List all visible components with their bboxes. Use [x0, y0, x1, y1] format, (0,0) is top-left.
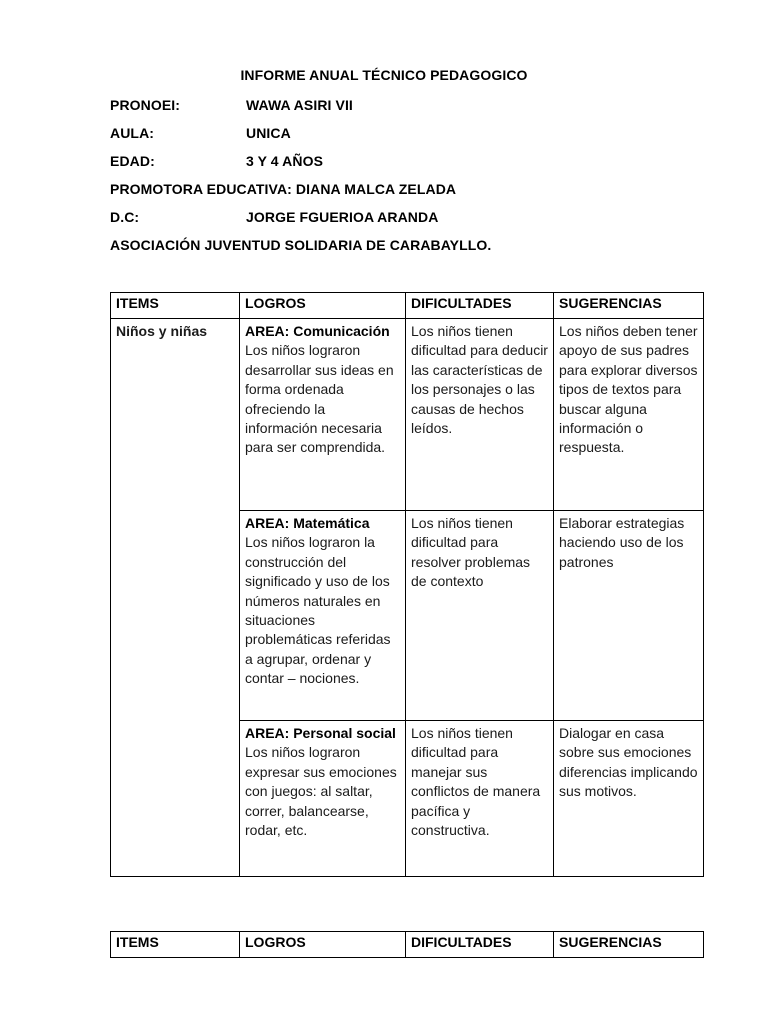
info-value: ASOCIACIÓN JUVENTUD SOLIDARIA DE CARABAYLLO. [110, 237, 492, 253]
logro-cell [240, 721, 406, 877]
info-label: EDAD: [110, 153, 155, 169]
header-logros: LOGROS [240, 932, 406, 958]
info-row-edad [110, 153, 323, 169]
table-header-row [111, 293, 704, 319]
sugerencia-cell: Elaborar estrategias haciendo uso de los patrones [554, 511, 704, 721]
area-label: AREA: Personal social [245, 725, 396, 741]
dificultad-cell: Los niños tienen dificultad para resolver problemas de contexto [406, 511, 554, 721]
info-row-pronoei [110, 97, 353, 113]
logro-cell [240, 319, 406, 511]
header-dificultades: DIFICULTADES [406, 293, 554, 319]
info-row-dc [110, 209, 438, 225]
item-cell: Niños y niñas [111, 319, 240, 877]
info-value: DIANA MALCA ZELADA [295, 181, 457, 197]
sugerencia-cell: Los niños deben tener apoyo de sus padres para explorar diversos tipos de textos para buscar alguna información o respuesta. [554, 319, 704, 511]
info-label: D.C: [110, 209, 140, 225]
logro-text: Los niños lograron la construcción del significado y uso de los números naturales en situaciones problemáticas referidas a agrupar, ordenar y contar – nociones. [245, 534, 391, 687]
info-value: WAWA ASIRI VII [246, 97, 353, 113]
area-label: AREA: Comunicación [245, 323, 390, 339]
info-label: AULA: [110, 125, 155, 141]
info-row-aula [110, 125, 291, 141]
info-row-promotora [110, 181, 456, 197]
table-row [111, 319, 704, 511]
area-label: AREA: Matemática [245, 515, 370, 531]
dificultad-cell: Los niños tienen dificultad para manejar sus conflictos de manera pacífica y constructiva. [406, 721, 554, 877]
header-items: ITEMS [111, 293, 240, 319]
logro-text: Los niños lograron desarrollar sus ideas en forma ordenada ofreciendo la información necesaria para ser comprendida. [245, 342, 394, 456]
sugerencia-cell: Dialogar en casa sobre sus emociones diferencias implicando sus motivos. [554, 721, 704, 877]
logro-cell [240, 511, 406, 721]
report-table [110, 292, 704, 877]
table-header-row [111, 932, 704, 958]
header-logros: LOGROS [240, 293, 406, 319]
info-value: UNICA [246, 125, 291, 141]
info-label: PROMOTORA EDUCATIVA: [110, 181, 292, 197]
logro-text: Los niños lograron expresar sus emociones con juegos: al saltar, correr, balancearse, rodar, etc. [245, 744, 397, 839]
dificultad-cell: Los niños tienen dificultad para deducir las características de los personajes o las causas de hechos leídos. [406, 319, 554, 511]
header-sugerencias: SUGERENCIAS [554, 293, 704, 319]
info-row-asociacion [110, 237, 491, 253]
report-title: INFORME ANUAL TÉCNICO PEDAGOGICO [240, 67, 528, 83]
header-items: ITEMS [111, 932, 240, 958]
report-table-2 [110, 931, 704, 958]
info-value: JORGE FGUERIOA ARANDA [246, 209, 439, 225]
header-sugerencias: SUGERENCIAS [554, 932, 704, 958]
info-value: 3 Y 4 AÑOS [246, 153, 324, 169]
info-label: PRONOEI: [110, 97, 181, 113]
header-dificultades: DIFICULTADES [406, 932, 554, 958]
